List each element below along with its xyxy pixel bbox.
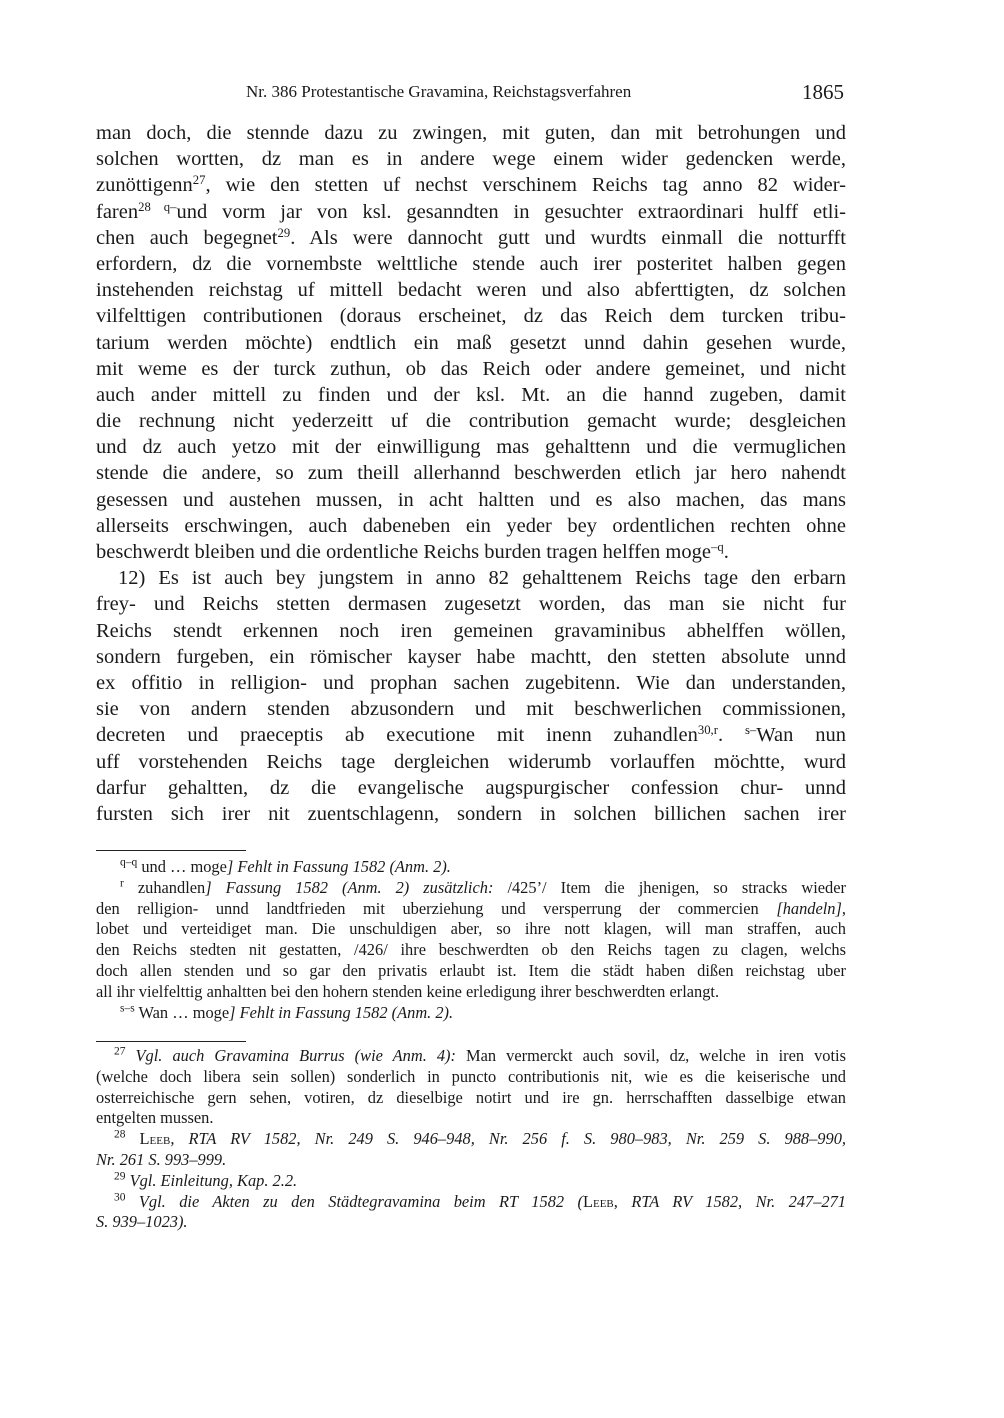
footnote-ref: 29: [277, 225, 291, 240]
footnote-source: Vgl. auch Gravamina Burrus (wie Anm. 4):: [135, 1046, 456, 1065]
text-line: vilfelttigen contributionen (doraus erscheinet, dz das Reich dem turcken tribu-: [96, 305, 846, 328]
footnote-29: [96, 1171, 846, 1192]
apparatus-mark: r: [120, 877, 124, 890]
apparatus-ref: –q: [710, 540, 724, 555]
footnote-number: 28: [114, 1128, 126, 1141]
apparatus-mark: q–q: [120, 856, 138, 869]
text-line: fursten sich irer nit zuentschlagenn, sondern in solchen billichen sachen irer: [96, 802, 846, 825]
apparatus-line: [96, 899, 846, 920]
text-line: darfur gehaltten, dz die evangelische augspurgischer confession chur- unnd: [96, 776, 846, 799]
apparatus-line: doch allen stenden und so gar den privatis erlaubt ist. Item die städt haben dißen reichstag uber: [96, 960, 846, 980]
footnote-text: , RTA RV 1582, Nr. 247–271: [613, 1191, 846, 1211]
footnote-author: Leeb: [139, 1129, 171, 1149]
apparatus-mark: s–s: [120, 1002, 135, 1015]
text-line: die rechnung nicht yederzeitt uf die contribution gemacht wurde; desgleichen: [96, 410, 846, 433]
text-line: und dz auch yetzo mit der einwilligung mas gehalttenn und die vermuglichen: [96, 436, 846, 459]
footnote-text: Vgl. Einleitung, Kap. 2.2.: [129, 1170, 298, 1190]
footnote-text: Vgl. die Akten zu den Städtegravamina beim RT 1582 (: [138, 1191, 583, 1211]
apparatus-entry-s: [96, 1003, 846, 1024]
text-span: .: [717, 724, 724, 747]
footnote-30: [96, 1192, 846, 1213]
text-line: tarium werden möchte) endtlich ein maß gesetzt unnd dahin gesehen wurde,: [96, 331, 846, 354]
text-line: solchen wortten, dz man es in andere wege einem wider gedencken werde,: [96, 148, 846, 171]
text-line: mit weme es der turck zuthun, ob das Reich oder andere gemeinet, und nicht: [96, 357, 846, 380]
apparatus-note: ] Fehlt in Fassung 1582 (Anm. 2).: [226, 857, 451, 876]
apparatus-text: den relligion- unnd landtfrieden mit uberziehung und versperrung der commercien: [96, 898, 759, 918]
apparatus-entry-q: [96, 857, 846, 878]
text-span: Wan nun: [756, 724, 846, 747]
footnote-28: [96, 1129, 846, 1150]
text-line: man doch, die stennde dazu zu zwingen, mit guten, dan mit betrohungen und: [96, 122, 846, 144]
text-line: sondern furgeben, ein römischer kayser habe machtt, den stetten absolute unnd: [96, 645, 846, 668]
apparatus-line: all ihr vielfelttig anhaltten bei den hohern stenden keine erledigung ihrer beschwerdten erlangt.: [96, 981, 720, 1001]
apparatus-lemma: und … moge: [141, 857, 227, 876]
text-span: .: [723, 541, 729, 563]
footnote-line: osterreichische gern sehen, votiren, dz dieselbige notirt und ire gn. herrschafften dasselbige etwan: [96, 1087, 846, 1107]
apparatus-insertion: [handeln]: [776, 898, 842, 918]
footnote-27: [96, 1046, 846, 1067]
footnote-number: 27: [114, 1045, 126, 1058]
apparatus-text: ,: [841, 898, 846, 918]
text-line: Reichs stendt erkennen noch iren gemeinen gravaminibus abhelffen wöllen,: [96, 619, 846, 642]
apparatus-entry-r: [96, 878, 846, 899]
text-span: chen auch begegnet: [96, 226, 278, 249]
text-line: [96, 172, 846, 198]
text-line: frey- und Reichs stetten dermasen zugesetzt worden, das man sie nicht fur: [96, 593, 846, 616]
footnote-author: Leeb: [582, 1191, 614, 1211]
apparatus-note: ] Fassung 1582 (Anm. 2) zusätzlich:: [205, 877, 494, 897]
text-span: beschwerdt bleiben und die ordentliche Reichs burden tragen helffen moge: [96, 541, 711, 563]
footnote-line: S. 939–1023).: [96, 1212, 188, 1232]
page-header: [96, 80, 846, 110]
text-line: [96, 722, 846, 748]
text-span: und vorm jar von ksl. gesanndten in gesuchter extraordinari hulff etli-: [176, 200, 846, 223]
text-line: ex offitio in relligion- und prophan sachen zugebitenn. Wie dan understanden,: [96, 671, 846, 694]
text-line: [96, 225, 846, 251]
text-span: faren: [96, 200, 139, 223]
text-line: uff vorstehenden Reichs tage dergleichen widerumb vorlauffen möchtte, wurd: [96, 750, 846, 773]
text-line: erfordern, dz die vornembste welttliche stende auch irer posteritet halben gegen: [96, 252, 846, 275]
main-text: [96, 120, 846, 827]
text-span: , wie den stetten uf nechst verschinem Reichs tag anno 82 wider-: [205, 174, 846, 197]
running-head: Nr. 386 Protestantische Gravamina, Reichstagsverfahren: [246, 82, 632, 101]
apparatus-lemma: zuhandlen: [137, 877, 206, 897]
apparatus-line: den Reichs stedten nit gestatten, /426/ ihre beschwerdten ob den Reichs tagen zu clagen, welchs: [96, 940, 846, 960]
footnote-line: Nr. 261 S. 993–999.: [96, 1149, 227, 1169]
footnote-number: 30: [114, 1191, 126, 1204]
critical-apparatus: [96, 857, 846, 1023]
text-span: decreten und praeceptis ab executione mit inenn zuhandlen: [96, 724, 698, 747]
text-span: . Als were dannocht gutt und wurdts einmall die notturfft: [290, 226, 846, 249]
text-line: allerseits erschwingen, auch dabeneben ein yeder bey ordentlichen rechten ohne: [96, 514, 846, 537]
footnote-number: 29: [114, 1170, 126, 1183]
footnote-rule: [96, 1041, 246, 1042]
apparatus-rule: [96, 850, 246, 851]
apparatus-lemma: Wan … moge: [138, 1002, 230, 1022]
apparatus-note: ] Fehlt in Fassung 1582 (Anm. 2).: [229, 1002, 454, 1022]
apparatus-ref: s–: [744, 723, 757, 738]
text-line: auch ander mittell zu finden und der ksl. Mt. an die hannd zugeben, damit: [96, 383, 846, 406]
footnote-ref: 27: [192, 173, 206, 188]
apparatus-text: /425’/ Item die jhenigen, so stracks wieder: [507, 877, 846, 897]
text-line: [96, 539, 846, 565]
page-number: 1865: [802, 80, 844, 104]
apparatus-line: lobet und verteidiget man. Die unschuldigen aber, so ihre nott klagen, will man straffen, auch: [96, 919, 846, 939]
footnotes: [96, 1046, 846, 1233]
footnote-line: (welche doch libera sein sollen) sonderlich in puncto contributionis nit, wie es die keiserische und: [96, 1066, 846, 1086]
text-line: instehenden reichstag uf mittell bedacht weren und also abferttigten, dz solchen: [96, 279, 846, 302]
text-line: stende die andere, so zum theill allerhannd beschwerden etlich jar hero nahendt: [96, 462, 846, 485]
paragraph-12-start: 12) Es ist auch bey jungstem in anno 82 gehalttenem Reichs tage den erbarn: [118, 567, 846, 590]
text-span: zunöttigenn: [96, 174, 193, 197]
footnote-ref: 30,r: [697, 723, 718, 738]
footnote-line: entgelten mussen.: [96, 1108, 214, 1128]
footnote-text: Man vermerckt auch sovil, dz, welche in iren votis: [466, 1046, 846, 1065]
text-line: [96, 199, 846, 225]
text-line: gesessen und austehen mussen, in acht haltten und es also machen, das mans: [96, 488, 846, 511]
footnote-ref: 28 q–: [138, 199, 177, 214]
text-line: sie von andern stenden abzusondern und mit beschwerlichen commissionen,: [96, 698, 846, 721]
footnote-text: , RTA RV 1582, Nr. 249 S. 946–948, Nr. 256 f. S. 980–983, Nr. 259 S. 988–990,: [170, 1129, 846, 1149]
